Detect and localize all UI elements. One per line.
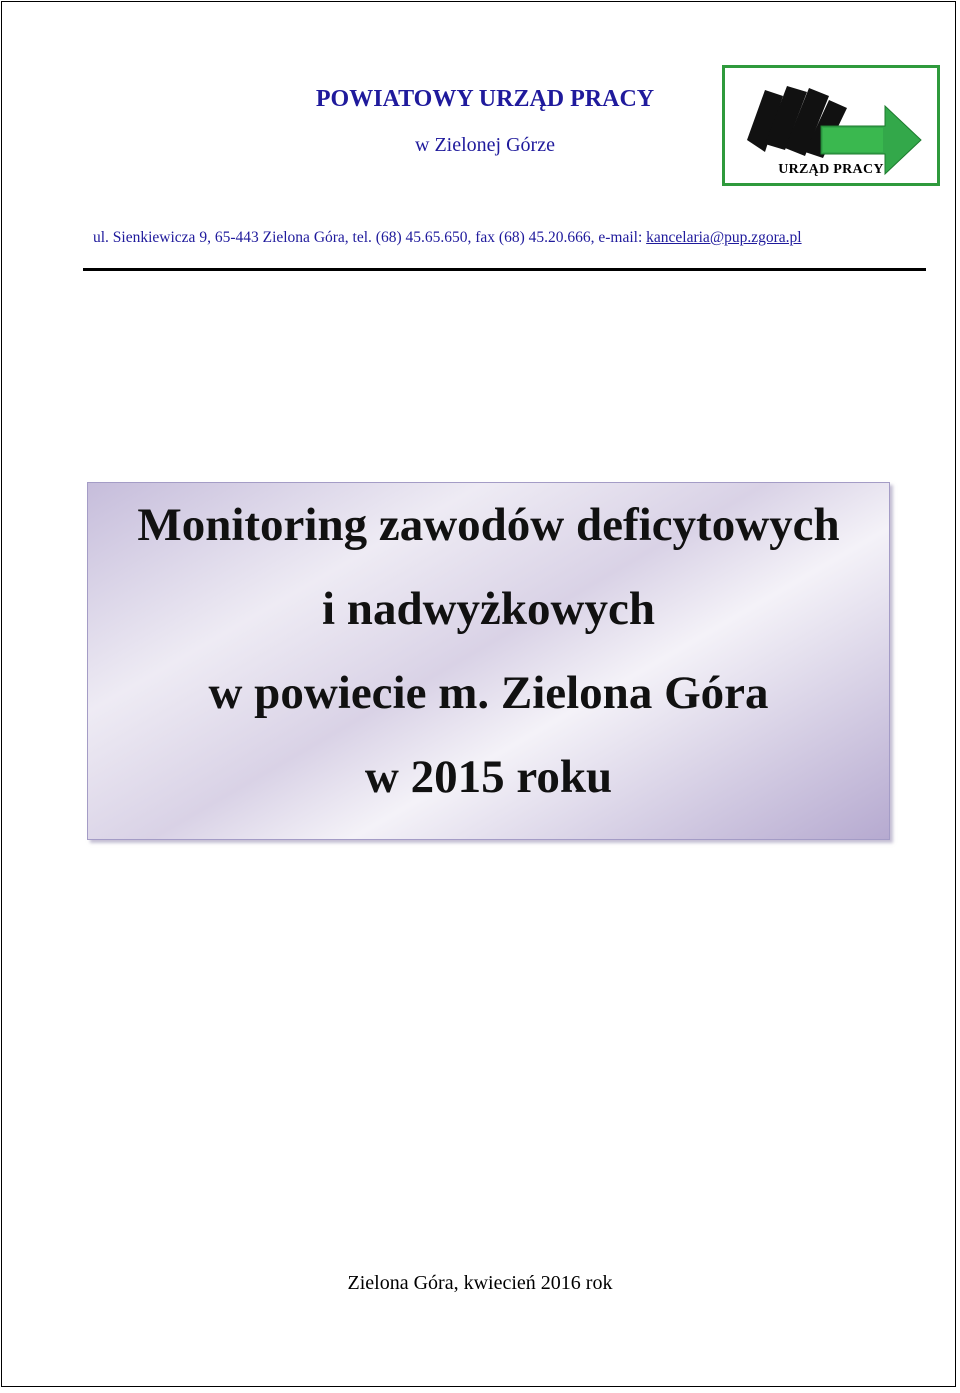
title-line-2: i nadwyżkowych [322,583,655,635]
header-divider [83,268,926,271]
email-link[interactable]: kancelaria@pup.zgora.pl [646,229,802,246]
contact-line [93,229,802,247]
title-box [87,482,890,840]
urzad-pracy-logo [722,65,940,186]
org-city: w Zielonej Górze [415,134,555,156]
logo-text: URZĄD PRACY [778,162,884,177]
title-line-3: w powiecie m. Zielona Góra [208,667,769,719]
title-line-4: w 2015 roku [364,751,613,803]
footer-place-date: Zielona Góra, kwiecień 2016 rok [347,1272,613,1294]
contact-address: ul. Sienkiewicza 9, 65-443 Zielona Góra, tel. (68) 45.65.650, fax (68) 45.20.666, e-mail: [93,229,647,246]
org-name: POWIATOWY URZĄD PRACY [315,86,655,112]
title-line-1: Monitoring zawodów deficytowych [137,499,840,551]
